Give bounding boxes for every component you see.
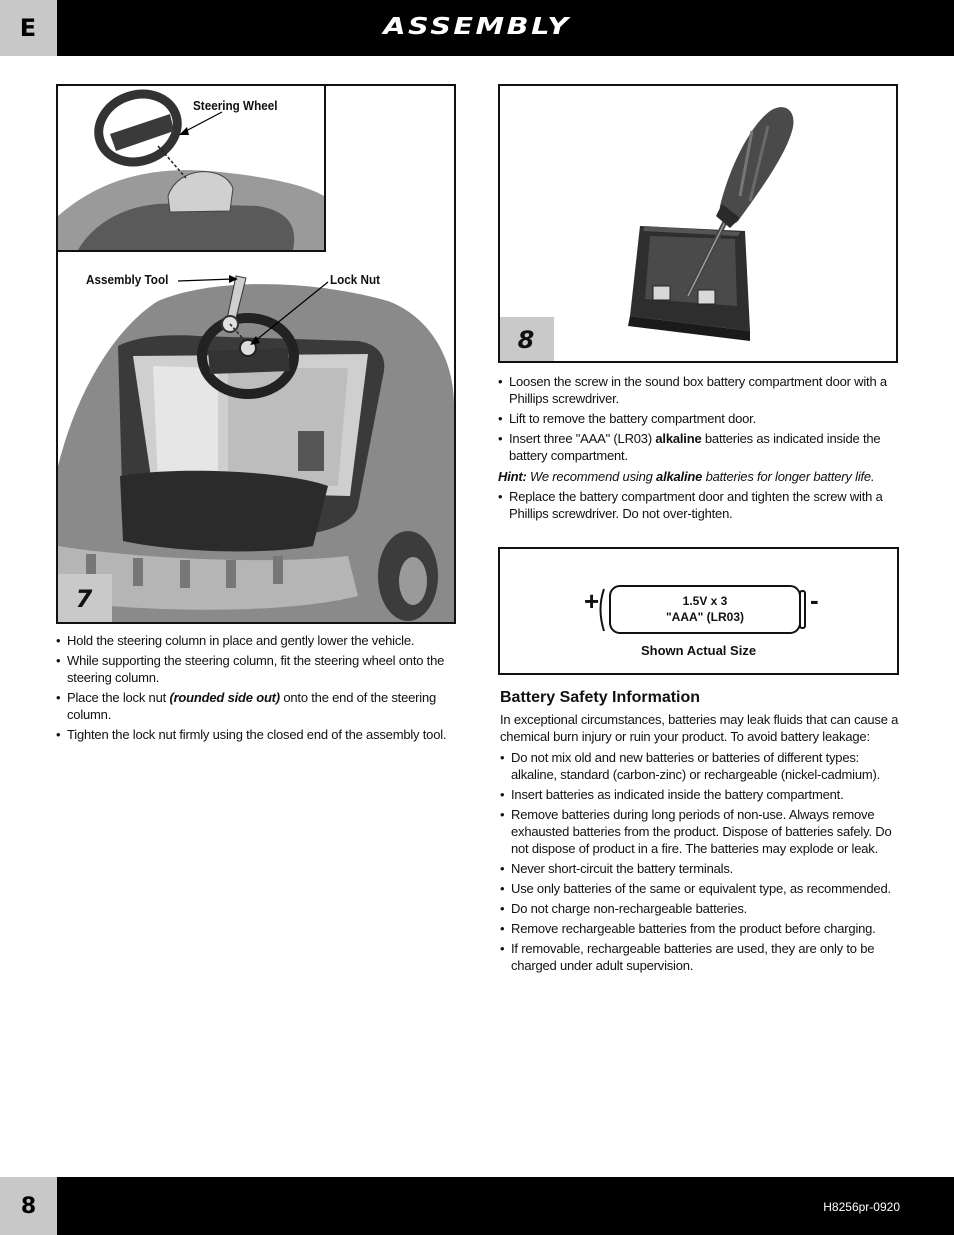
step-number-7: 7 — [56, 574, 112, 624]
battery-instructions — [498, 373, 903, 467]
list-item: • Never short-circuit the battery terminals. — [500, 860, 905, 877]
figure-7 — [56, 84, 456, 624]
inset-illustration — [58, 86, 324, 250]
battery-label-line1: 1.5V x 3 — [682, 594, 728, 608]
list-item: • While supporting the steering column, fit the steering wheel onto the steering column. — [56, 652, 461, 686]
document-code: H8256pr-0920 — [823, 1200, 900, 1214]
list-item: • Place the lock nut (rounded side out) onto the end of the steering column. — [56, 689, 461, 723]
section-tab: E — [0, 0, 57, 56]
battery-caption: Shown Actual Size — [640, 643, 757, 658]
list-item: • Remove rechargeable batteries from the product before charging. — [500, 920, 905, 937]
label-assembly-tool: Assembly Tool — [86, 272, 169, 287]
list-item: • Loosen the screw in the sound box battery compartment door with a Phillips screwdriver. — [498, 373, 903, 407]
hint-text: Hint: We recommend using alkaline batteries for longer battery life. — [498, 469, 875, 484]
inset-steering-wheel — [56, 84, 326, 252]
list-item: • Tighten the lock nut firmly using the closed end of the assembly tool. — [56, 726, 461, 743]
list-item: • Hold the steering column in place and gently lower the vehicle. — [56, 632, 461, 649]
safety-intro: In exceptional circumstances, batteries may leak fluids that can cause a chemical burn injury or ruin your product. To avoid battery leakage: — [500, 712, 899, 744]
label-steering-wheel: Steering Wheel — [193, 98, 278, 113]
list-item: • Replace the battery compartment door and tighten the screw with a Phillips screwdriver. Do not over-tighten. — [498, 488, 903, 522]
battery-instructions-2 — [498, 488, 903, 525]
list-item: • Remove batteries during long periods of non-use. Always remove exhausted batteries from the product. Dispose of batteries safely. Do not dispose of product in a fire. The batteries may explode or leak. — [500, 806, 905, 857]
safety-bullets — [500, 749, 905, 977]
battery-size-box — [498, 547, 899, 675]
list-item: • Insert batteries as indicated inside the battery compartment. — [500, 786, 905, 803]
page-number: 8 — [0, 1177, 57, 1235]
list-item: • Use only batteries of the same or equivalent type, as recommended. — [500, 880, 905, 897]
screwdriver-battery-illustration — [500, 86, 896, 361]
list-item: • Do not charge non-rechargeable batteries. — [500, 900, 905, 917]
minus-terminal: - — [810, 585, 819, 615]
label-lock-nut: Lock Nut — [330, 272, 381, 287]
list-item: • If removable, rechargeable batteries are used, they are only to be charged under adult supervision. — [500, 940, 905, 974]
footer-bar — [0, 1177, 954, 1235]
figure-8 — [498, 84, 898, 363]
page-title: ASSEMBLY — [383, 14, 571, 40]
list-item: • Lift to remove the battery compartment door. — [498, 410, 903, 427]
list-item: • Insert three "AAA" (LR03) alkaline batteries as indicated inside the battery compartment. — [498, 430, 903, 464]
steering-instructions — [56, 632, 461, 746]
list-item: • Do not mix old and new batteries or batteries of different types: alkaline, standard (carbon-zinc) or rechargeable (nickel-cadmium). — [500, 749, 905, 783]
battery-label-line2: "AAA" (LR03) — [665, 610, 745, 624]
step-number-8: 8 — [498, 317, 554, 363]
safety-title: Battery Safety Information — [500, 689, 701, 706]
plus-terminal: + — [584, 586, 600, 616]
